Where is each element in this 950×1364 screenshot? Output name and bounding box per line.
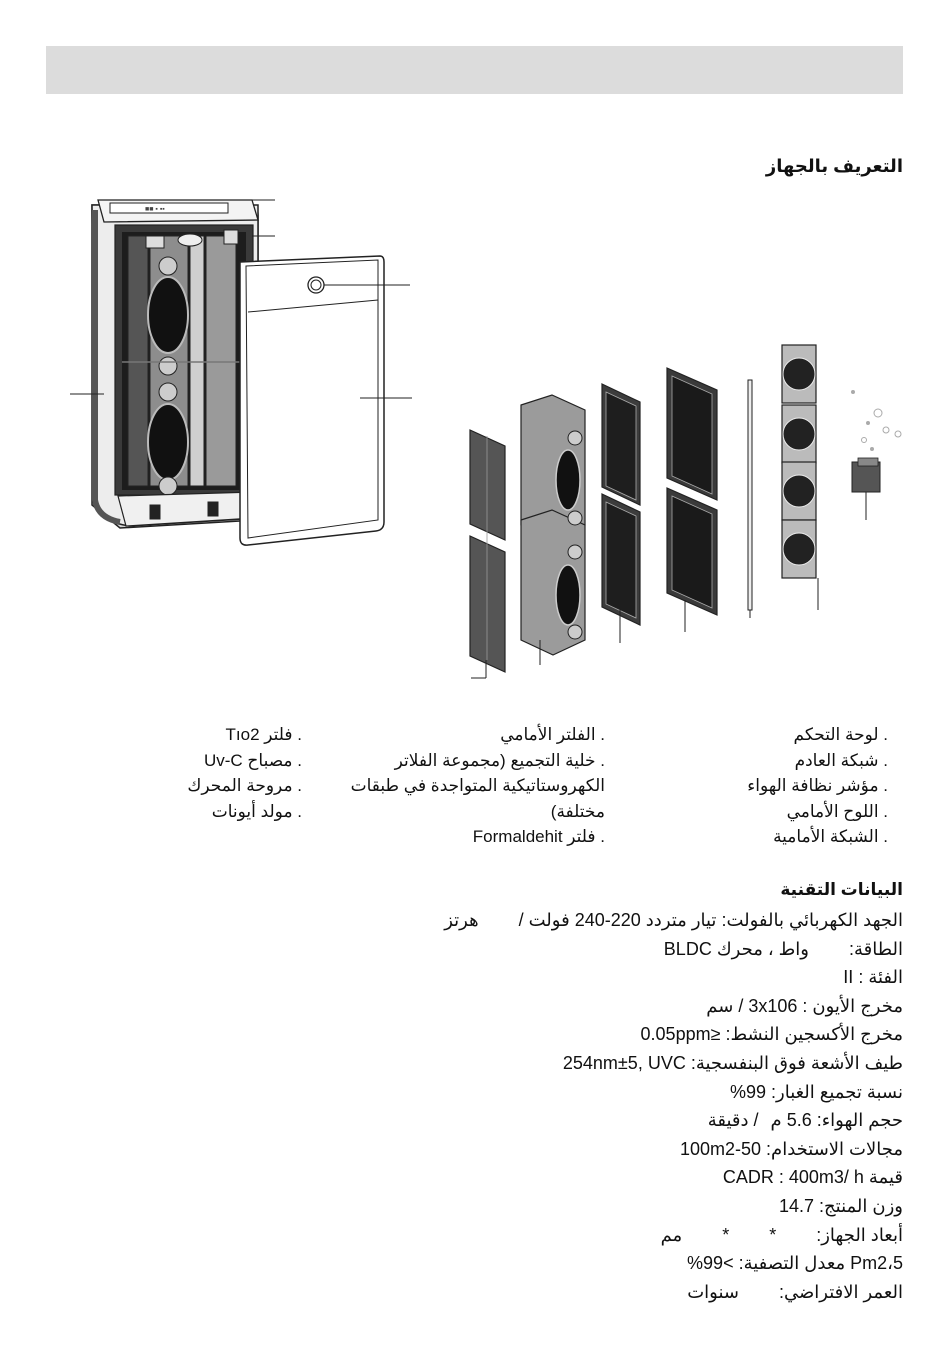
spec-lifetime bbox=[303, 1278, 903, 1307]
svg-text:■■ ▪ ▪▪: ■■ ▪ ▪▪ bbox=[145, 206, 165, 213]
spec-value: أبعاد الجهاز: bbox=[816, 1224, 903, 1245]
spec-weight: وزن المنتج: 14.7 bbox=[778, 1195, 903, 1216]
spec-dimensions bbox=[303, 1221, 903, 1250]
spec-unit: هرتز bbox=[444, 910, 479, 930]
specs-list bbox=[303, 906, 903, 1306]
spec-unit: / دقيقة bbox=[707, 1110, 759, 1131]
legend-column-1 bbox=[628, 722, 888, 850]
spec-class: الفئة : II bbox=[843, 967, 903, 988]
legend-item: . فلتر Tıo2 bbox=[225, 725, 302, 744]
legend-item: . خلية التجميع (مجموعة الفلاتر bbox=[394, 750, 605, 770]
legend-item: . لوحة التحكم bbox=[793, 725, 888, 744]
spec-value: الطاقة: bbox=[849, 938, 903, 959]
legend-item: . اللوح الأمامي bbox=[786, 801, 888, 821]
spec-unit: سنوات bbox=[687, 1281, 739, 1302]
spec-value: العمر الافتراضي: bbox=[778, 1281, 903, 1302]
exploded-filters bbox=[470, 345, 901, 678]
legend-item: . مروحة المحرك bbox=[187, 776, 302, 795]
spec-value: الجهد الكهربائي بالفولت: تيار متردد 220-240 فولت / bbox=[518, 910, 903, 930]
spec-oxygen: مخرج الأكسجين النشط: ≤0.05ppm bbox=[640, 1024, 903, 1045]
spec-uv: طيف الأشعة فوق البنفسجية: 254nm±5, UVC bbox=[562, 1052, 903, 1073]
spec-separator: * bbox=[722, 1224, 730, 1245]
spec-cadr: قيمة CADR : 400m3/ h bbox=[722, 1167, 903, 1188]
page-title: التعريف بالجهاز bbox=[765, 156, 903, 176]
spec-voltage bbox=[303, 906, 903, 935]
legend-item: . مؤشر نظافة الهواء bbox=[747, 776, 888, 795]
spec-power bbox=[303, 935, 903, 964]
legend-item: . مصباح Uv-C bbox=[203, 750, 302, 770]
spec-air-volume bbox=[303, 1106, 903, 1135]
spec-ion: مخرج الأيون : 3x106 / سم bbox=[706, 995, 903, 1016]
spec-dust: نسبة تجميع الغبار: 99% bbox=[729, 1081, 903, 1102]
spec-area: مجالات الاستخدام: 50-100m2 bbox=[679, 1138, 903, 1159]
spec-unit: واط ، محرك BLDC bbox=[663, 938, 809, 959]
legend-item: . الشبكة الأمامية bbox=[773, 827, 888, 846]
spec-separator: * bbox=[769, 1224, 777, 1245]
legend-item: . الفلتر الأمامي bbox=[500, 725, 605, 744]
legend-item: . مولد أيونات bbox=[211, 801, 302, 821]
legend-item: الكهروستاتيكية المتواجدة في طبقات مختلفة) bbox=[350, 776, 605, 821]
front-panel bbox=[240, 256, 384, 545]
legend-column-3 bbox=[62, 722, 302, 824]
legend-item: . فلتر Formaldehit bbox=[472, 827, 605, 846]
legend-item: . شبكة العادم bbox=[794, 750, 888, 770]
specs-title: البيانات التقنية bbox=[780, 880, 903, 899]
spec-unit: مم bbox=[660, 1224, 683, 1245]
header-bar bbox=[46, 46, 903, 94]
spec-filtration: Pm2،5 معدل التصفية: >99% bbox=[687, 1253, 903, 1274]
device-diagram bbox=[0, 180, 950, 685]
spec-value: حجم الهواء: 5.6 م bbox=[770, 1110, 903, 1131]
purifier-unit bbox=[92, 200, 258, 528]
legend-column-2 bbox=[335, 722, 605, 850]
